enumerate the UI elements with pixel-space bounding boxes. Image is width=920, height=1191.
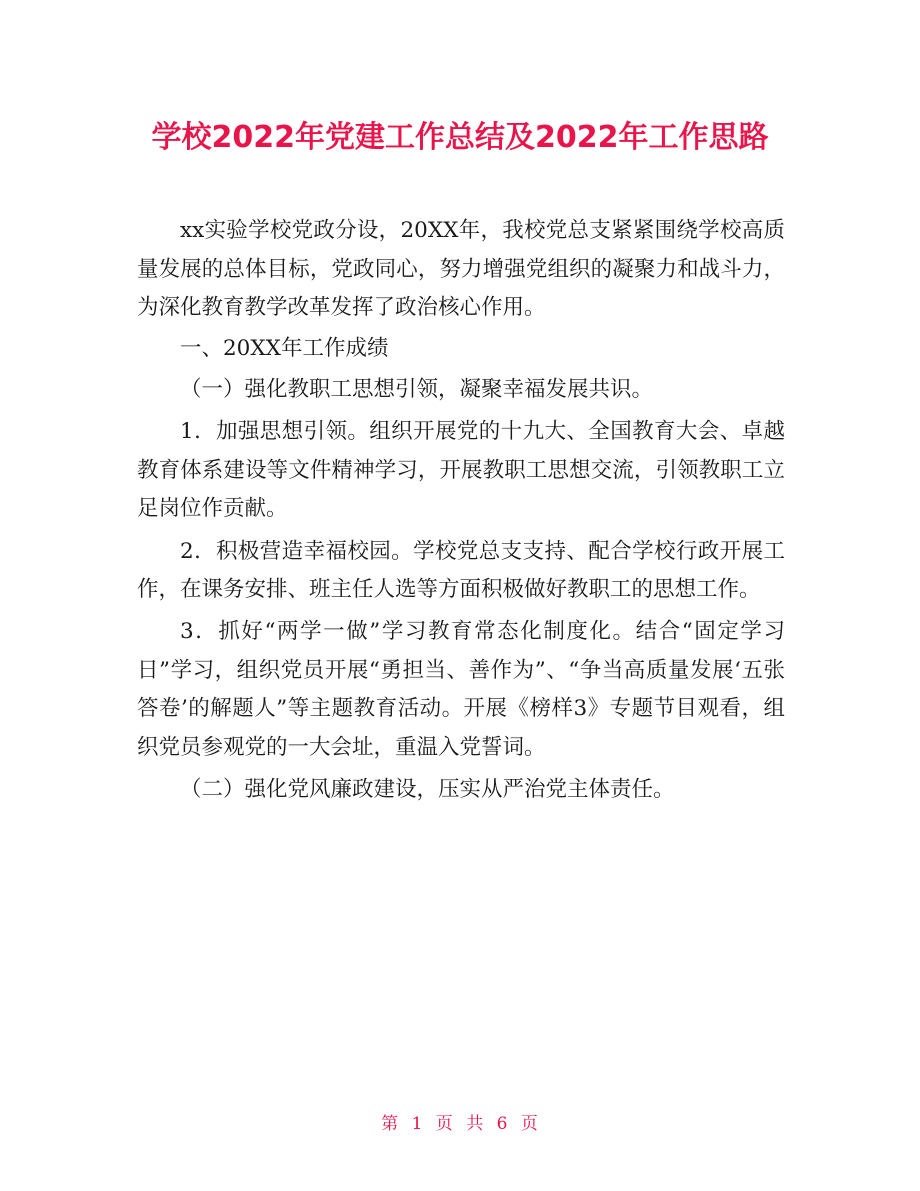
paragraph-intro: xx实验学校党政分设，20XX年，我校党总支紧紧围绕学校高质量发展的总体目标，党政同心，努力增强党组织的凝聚力和战斗力，为深化教育教学改革发挥了政治核心作用。 [137,218,785,321]
subsection-heading-1: （一）强化教职工思想引领，凝聚幸福发展共识。 [180,377,654,403]
section-heading-1: 一、20XX年工作成绩 [180,336,389,362]
page-footer: 第 1 页 共 6 页 [381,1114,539,1134]
paragraph-item-2: 2．积极营造幸福校园。学校党总支支持、配合学校行政开展工作，在课务安排、班主任人选等方面积极做好教职工的思想工作。 [137,538,785,603]
document-title: 学校2022年党建工作总结及2022年工作思路 [151,120,769,155]
paragraph-item-1: 1．加强思想引领。组织开展党的十九大、全国教育大会、卓越教育体系建设等文件精神学习，开展教职工思想交流，引领教职工立足岗位作贡献。 [137,419,785,522]
paragraph-item-3: 3．抓好“两学一做”学习教育常态化制度化。结合“固定学习日”学习，组织党员开展“勇担当、善作为”、“争当高质量发展‘五张答卷’的解题人”等主题教育活动。开展《榜样3》专题节目观看，组织党员参观党的一大会址，重温入党誓词。 [137,619,785,760]
subsection-heading-2: （二）强化党风廉政建设，压实从严治党主体责任。 [180,777,675,803]
document-body [137,212,785,810]
